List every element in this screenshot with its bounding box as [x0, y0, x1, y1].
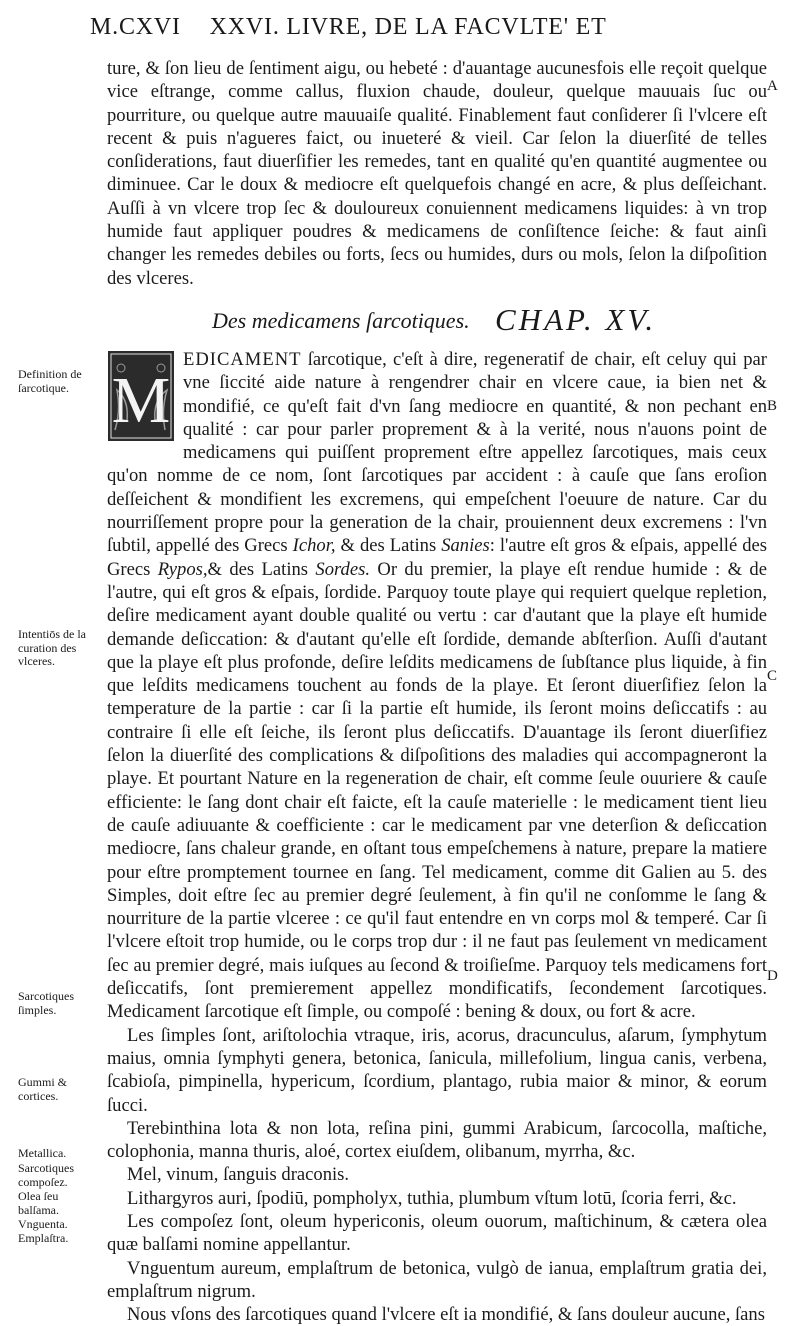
- decorated-initial-m-icon: [107, 350, 175, 442]
- running-header: [90, 14, 629, 41]
- metallica-paragraph: Lithargyros auri, ſpodiū, pompholyx, tuthia, plumbum vſtum lotū, ſcoria ferri, &c.: [127, 1187, 737, 1209]
- margin-note-definition: Definition de ſarcotique.: [18, 367, 82, 395]
- opening-word: EDICAMENT: [183, 349, 302, 370]
- margin-note-gummi: Gummi & cortices.: [18, 1075, 68, 1103]
- mel-paragraph: Mel, vinum, ſanguis draconis.: [127, 1164, 350, 1186]
- p1e-text: Or du premier, la playe eſt rendue humide : & de l'autre, qui eſt gros & eſpais, ſordide. Parquoy toute playe qui requiert quelque repletion, deſire medicament ayant double qualité ou vertu : car d'autant que la playe eſt humide demande deſiccation: & d'autant qu'elle eſt ſordide, demande abſterſion. Auſſi d'autant que la playe eſt plus profonde, deſire leſdits medicamens de ſubſtance plus liquide, à fin que leſdits medicamens touchent au fonds de la playe. Et ſeront diuerſifiez ſelon la temperature de la partie : car ſi la partie eſt humide, ils ſeront moins deſiccatifs : au contraire ſi elle eſt ſeiche, ils ſeront plus deſiccatifs. D'auantage ils ſeront diuerſifiez ſelon la diuerſité des complications & diſpoſitions des maladies qui accompagneront la playe. Et pourtant Nature en la regeneration de chair, eſt comme ſeule ouuriere & cauſe efficiente: le ſang dont chair eſt faicte, eſt la cauſe materielle : le medicament tient lieu de cauſe adiuuante & coefficiente : car le medicament par vne deterſion & deſiccation mediocre, ſans chaleur grande, en oſtant tous empeſchemens à nature, prepare la matiere pour eſtre promptement tournee en ſang. Tel medicament, comme dit Galien au 5. des Simples, doit eſtre ſec au premier degré ſeulement, à fin qu'il ne conſomme le ſang & nourriture de la partie vlceree : ce qu'il faut entendre en vn corps mol & temperé. Car ſi l'vlcere eſtoit trop humide, ou le corps trop dur : il ne faut pas ſeulement vn medicament ſec au premier degré, mais iuſques au ſecond & troiſieſme. Parquoy tels medicamens fort deſiccatifs, ſont premierement appellez mondificatifs, ſecondement ſarcotiques. Medicament ſarcotique eſt ſimple, ou compoſé : bening & doux, ou fort & acre.: [107, 558, 767, 1023]
- composez-paragraph: Les compoſez ſont, oleum hypericonis, oleum ouorum, maſtichinum, & cætera olea quæ balſami nomine appellantur.: [107, 1210, 767, 1256]
- closing-paragraph: Nous vſons des ſarcotiques quand l'vlcere eſt ia mondifié, & ſans douleur aucune, ſans: [127, 1304, 765, 1326]
- term-sordes: Sordes.: [315, 558, 370, 580]
- chapter-body: [107, 348, 767, 1326]
- margin-note-simples: Sarcotiques ſimples.: [18, 989, 74, 1017]
- margin-note-metallica: Metallica.: [18, 1146, 67, 1160]
- intro-text: ture, & ſon lieu de ſentiment aigu, ou hebeté : d'auantage aucunesfois elle reçoit quelque vice eſtrange, comme callus, fluxion chaude, douleur, quelque mauuais ſuc ou pourriture, ou quelque autre mauuaiſe qualité. Finablement faut conſiderer ſi l'vlcere eſt recent & puis n'agueres faict, ou inueteré & vieil. Car ſelon la diuerſité de telles conſiderations, faut diuerſifier les remedes, tant en qualité qu'en quantité augmentee ou diminuee. Car le doux & mediocre eſt quelquefois changé en acre, & plus deſſeichant. Auſſi à vn vlcere trop ſec & douloureux conuiennent medicamens liquides: à vn trop humide faut appliquer poudres & medicamens de conſiſtence ſeiche: & faut ainſi changer les remedes debiles ou forts, ſecs ou humides, durs ou mols, ſelon la diſpoſition des vlceres.: [107, 58, 767, 289]
- p1b-text: & des Latins: [340, 535, 437, 557]
- margin-note-olea: Olea ſeu balſama.: [18, 1189, 59, 1217]
- gummi-paragraph: Terebinthina lota & non lota, reſina pini, gummi Arabicum, ſarcocolla, maſtiche, colophonia, manna thuris, aloé, cortex eiuſdem, olibanum, myrrha, &c.: [107, 1117, 767, 1163]
- intro-paragraph: [107, 57, 767, 290]
- chapter-title: Des medicamens ſarcotiques.: [212, 308, 470, 333]
- chapter-number: CHAP. XV.: [495, 302, 657, 337]
- margin-note-composez: Sarcotiques compoſez.: [18, 1161, 74, 1189]
- term-rypos: Rypos,: [157, 558, 208, 580]
- book-title: XXVI. LIVRE, DE LA FACVLTE' ET: [209, 14, 607, 40]
- margin-note-vnguenta: Vnguenta.: [18, 1217, 68, 1231]
- margin-note-emplastra: Emplaſtra.: [18, 1231, 69, 1245]
- vnguenta-paragraph: Vnguentum aureum, emplaſtrum de betonica, vulgò de ianua, emplaſtrum gratia dei, emplaſtrum nigrum.: [107, 1257, 767, 1302]
- svg-text:M: M: [111, 364, 171, 437]
- term-sanies: Sanies: [441, 535, 490, 557]
- chapter-paragraph-1: [107, 348, 767, 1024]
- p1-text: ſarcotique, c'eſt à dire, regeneratif de chair, eſt celuy qui par vne ſiccité aide nature à rengendrer chair en vlcere caue, ia bien net & mondifié, ce qu'eſt fait d'vn ſang mediocre en quantité, & non pechant en qualité : car pour parler proprement & à la verité, nous n'auons point de medicamens qui puiſſent proprement eſtre appellez ſarcotiques, mais ceux qu'on nomme de ce nom, ſont ſarcotiques par accident : à cauſe que ſans eroſion deſſeichent & mondifient les excremens, qui empeſchent l'oeuure de nature. Car du nourriſſement propre pour la generation de la chair, prouiennent deux excremens : l'vn ſubtil, appellé des Grecs: [107, 349, 767, 557]
- margin-letter-c: C: [767, 668, 778, 684]
- p1c-text: : l'autre eſt gros & eſpais, appellé des Grecs: [107, 535, 767, 580]
- decorated-initial-m: [107, 350, 175, 442]
- folio-number: M.CXVI: [90, 14, 181, 40]
- margin-letter-b: B: [767, 398, 778, 414]
- simples-paragraph: Les ſimples ſont, ariſtolochia vtraque, iris, acorus, dracunculus, aſarum, ſymphytum maius, omnia ſymphyti genera, betonica, ſanicula, millefolium, lingua canis, verbena, ſcabioſa, pimpinella, hypericum, ſcordium, plantago, rubia maior & minor, & eorum ſucci.: [107, 1024, 767, 1116]
- term-ichor: Ichor,: [292, 535, 336, 557]
- margin-letter-d: D: [767, 968, 778, 984]
- margin-letter-a: A: [767, 78, 778, 94]
- margin-note-intentions: Intentiōs de la curation des vlceres.: [18, 627, 86, 668]
- p1d-text: & des Latins: [207, 558, 309, 580]
